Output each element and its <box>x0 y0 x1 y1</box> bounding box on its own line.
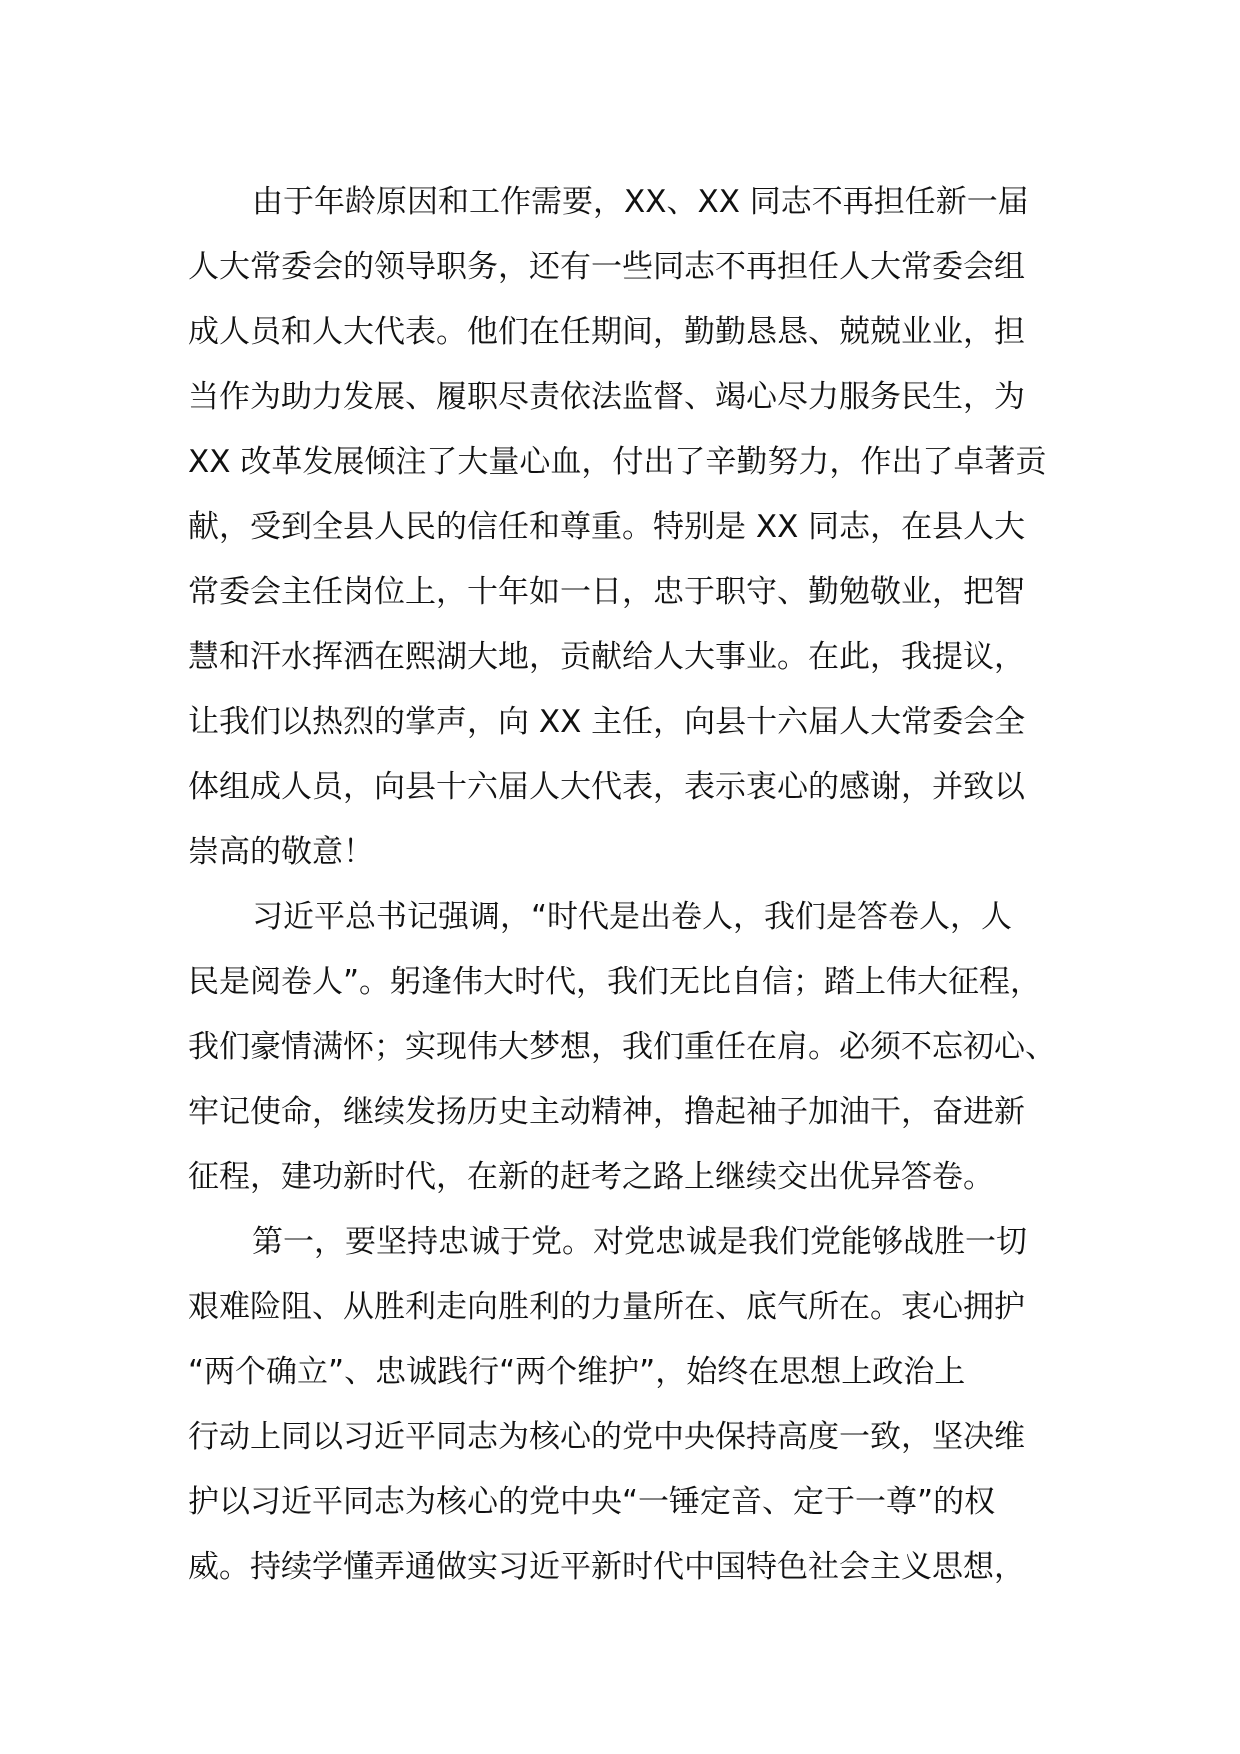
text-line: “两个确立”、忠诚践行“两个维护”，始终在思想上政治上 <box>188 1354 966 1390</box>
text-line: 慧和汗水挥洒在熙湖大地，贡献给人大事业。在此，我提议， <box>188 639 1025 675</box>
text-line: 体组成人员，向县十六届人大代表，表示衷心的感谢，并致以 <box>188 769 1025 805</box>
text-line: 我们豪情满怀；实现伟大梦想，我们重任在肩。必须不忘初心、 <box>188 1029 1056 1065</box>
text-line: 行动上同以习近平同志为核心的党中央保持高度一致，坚决维 <box>188 1419 1025 1455</box>
text-line: 由于年龄原因和工作需要，XX、XX 同志不再担任新一届 <box>252 184 1029 220</box>
text-line: 常委会主任岗位上，十年如一日，忠于职守、勤勉敬业，把智 <box>188 574 1025 610</box>
paragraph-3 <box>188 1210 1083 1600</box>
text-line: 当作为助力发展、履职尽责依法监督、竭心尽力服务民生，为 <box>188 379 1025 415</box>
text-line: 第一，要坚持忠诚于党。对党忠诚是我们党能够战胜一切 <box>252 1224 1027 1260</box>
document-body <box>188 170 1083 1600</box>
text-line: 成人员和人大代表。他们在任期间，勤勤恳恳、兢兢业业，担 <box>188 314 1025 350</box>
text-line: 民是阅卷人”。躬逢伟大时代，我们无比自信；踏上伟大征程， <box>188 964 1042 1000</box>
text-line: 人大常委会的领导职务，还有一些同志不再担任人大常委会组 <box>188 249 1025 285</box>
text-line: 崇高的敬意！ <box>188 834 374 870</box>
text-line: 让我们以热烈的掌声，向 XX 主任，向县十六届人大常委会全 <box>188 704 1026 740</box>
text-line: 护以习近平同志为核心的党中央“一锤定音、定于一尊”的权 <box>188 1484 996 1520</box>
text-line: 牢记使命，继续发扬历史主动精神，撸起袖子加油干，奋进新 <box>188 1094 1025 1130</box>
text-line: 习近平总书记强调，“时代是出卷人，我们是答卷人，人 <box>252 899 1013 935</box>
text-line: 威。持续学懂弄通做实习近平新时代中国特色社会主义思想， <box>188 1549 1025 1585</box>
text-line: 献，受到全县人民的信任和尊重。特别是 XX 同志，在县人大 <box>188 509 1026 545</box>
text-line: 艰难险阻、从胜利走向胜利的力量所在、底气所在。衷心拥护 <box>188 1289 1025 1325</box>
text-line: XX 改革发展倾注了大量心血，付出了辛勤努力，作出了卓著贡 <box>188 444 1047 480</box>
paragraph-2 <box>188 885 1083 1210</box>
paragraph-1 <box>188 170 1083 885</box>
text-line: 征程，建功新时代，在新的赶考之路上继续交出优异答卷。 <box>188 1159 994 1195</box>
